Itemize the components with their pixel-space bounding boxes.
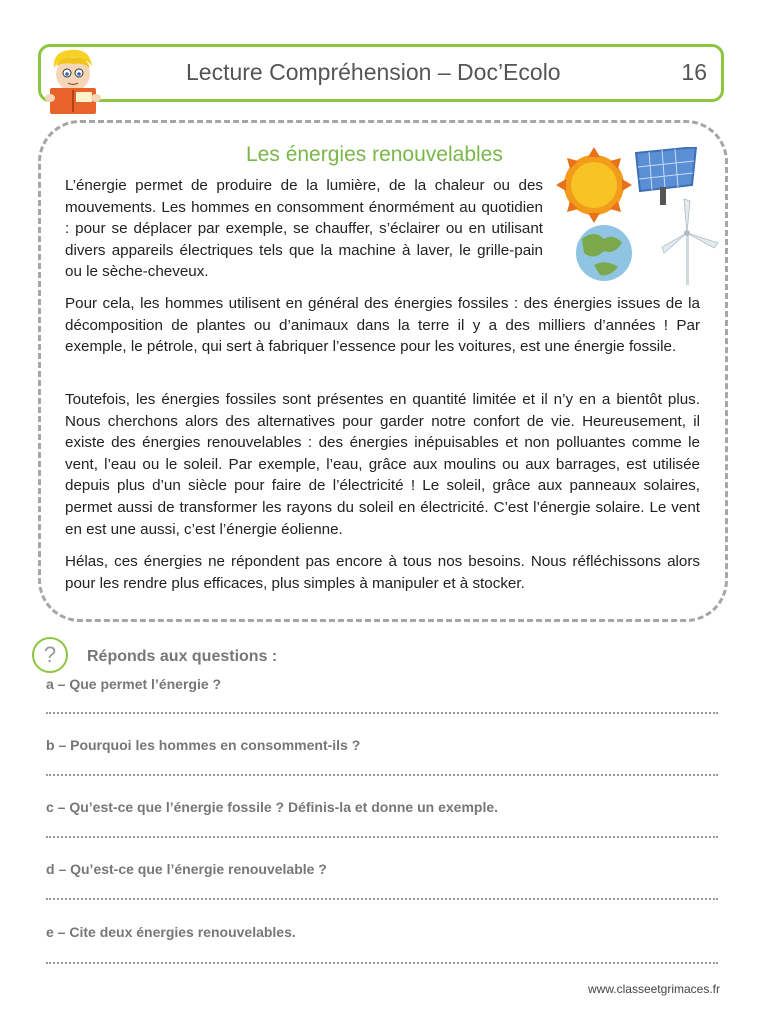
answer-line-b[interactable] — [46, 774, 718, 776]
child-reading-icon — [40, 46, 110, 118]
text-title: Les énergies renouvelables — [246, 143, 503, 166]
question-c: c – Qu’est-ce que l’énergie fossile ? Définis-la et donne un exemple. — [46, 799, 499, 815]
question-b: b – Pourquoi les hommes en consomment-ils ? — [46, 737, 361, 753]
wind-turbine-icon — [662, 199, 718, 285]
solar-panel-icon — [636, 147, 696, 205]
sun-icon — [556, 147, 632, 223]
question-d: d – Qu’est-ce que l’énergie renouvelable ? — [46, 861, 327, 877]
question-a: a – Que permet l’énergie ? — [46, 676, 222, 692]
questions-heading: Réponds aux questions : — [87, 648, 278, 665]
answer-line-c[interactable] — [46, 836, 718, 838]
paragraph-2: Pour cela, les hommes utilisent en général des énergies fossiles : des énergies issues de la décomposition de plantes ou d’animaux dans la terre il y a des milliers d’années ! Par exemple, le pétrole, qui sert à fabriquer l’essence pour les voitures, est une énergie fossile. — [65, 295, 700, 356]
answer-line-e[interactable] — [46, 962, 718, 964]
question-mark-icon: ? — [32, 637, 68, 673]
earth-icon — [576, 225, 632, 281]
worksheet-number: 16 — [681, 59, 707, 85]
renewable-energy-illustration — [554, 147, 726, 287]
website-footer: www.classeetgrimaces.fr — [587, 982, 720, 996]
answer-line-a[interactable] — [46, 712, 718, 714]
paragraph-4: Hélas, ces énergies ne répondent pas encore à tous nos besoins. Nous réfléchissons alors pour les rendre plus efficaces, plus simples à manipuler et à stocker. — [65, 553, 700, 592]
header-banner — [38, 44, 724, 102]
answer-line-d[interactable] — [46, 898, 718, 900]
page-title: Lecture Compréhension – Doc’Ecolo — [186, 59, 561, 85]
question-e: e – Cite deux énergies renouvelables. — [46, 924, 296, 940]
paragraph-3: Toutefois, les énergies fossiles sont présentes en quantité limitée et il n’y en a bientôt plus. Nous cherchons alors des alternatives pour garder notre confort de vie. Heureusement, il existe des énergies renouvelables : des énergies inépuisables et non polluantes comme le vent, l’eau ou le soleil. Par exemple, l’eau, grâce aux moulins ou aux barrages, est utilisée depuis plus d’un siècle pour faire de l’électricité ! Le soleil, grâce aux panneaux solaires, permet aussi de transformer les rayons du soleil en électricité. C’est l’énergie solaire. Le vent en est une aussi, c’est l’énergie éolienne. — [65, 391, 700, 538]
paragraph-1: L’énergie permet de produire de la lumière, de la chaleur ou des mouvements. Les hommes en consomment énormément au quotidien : pour se déplacer par exemple, se chauffer, s’éclairer ou en utilisant divers appareils électriques tels que la machine à laver, le grille-pain ou le sèche-cheveux. — [65, 177, 543, 281]
